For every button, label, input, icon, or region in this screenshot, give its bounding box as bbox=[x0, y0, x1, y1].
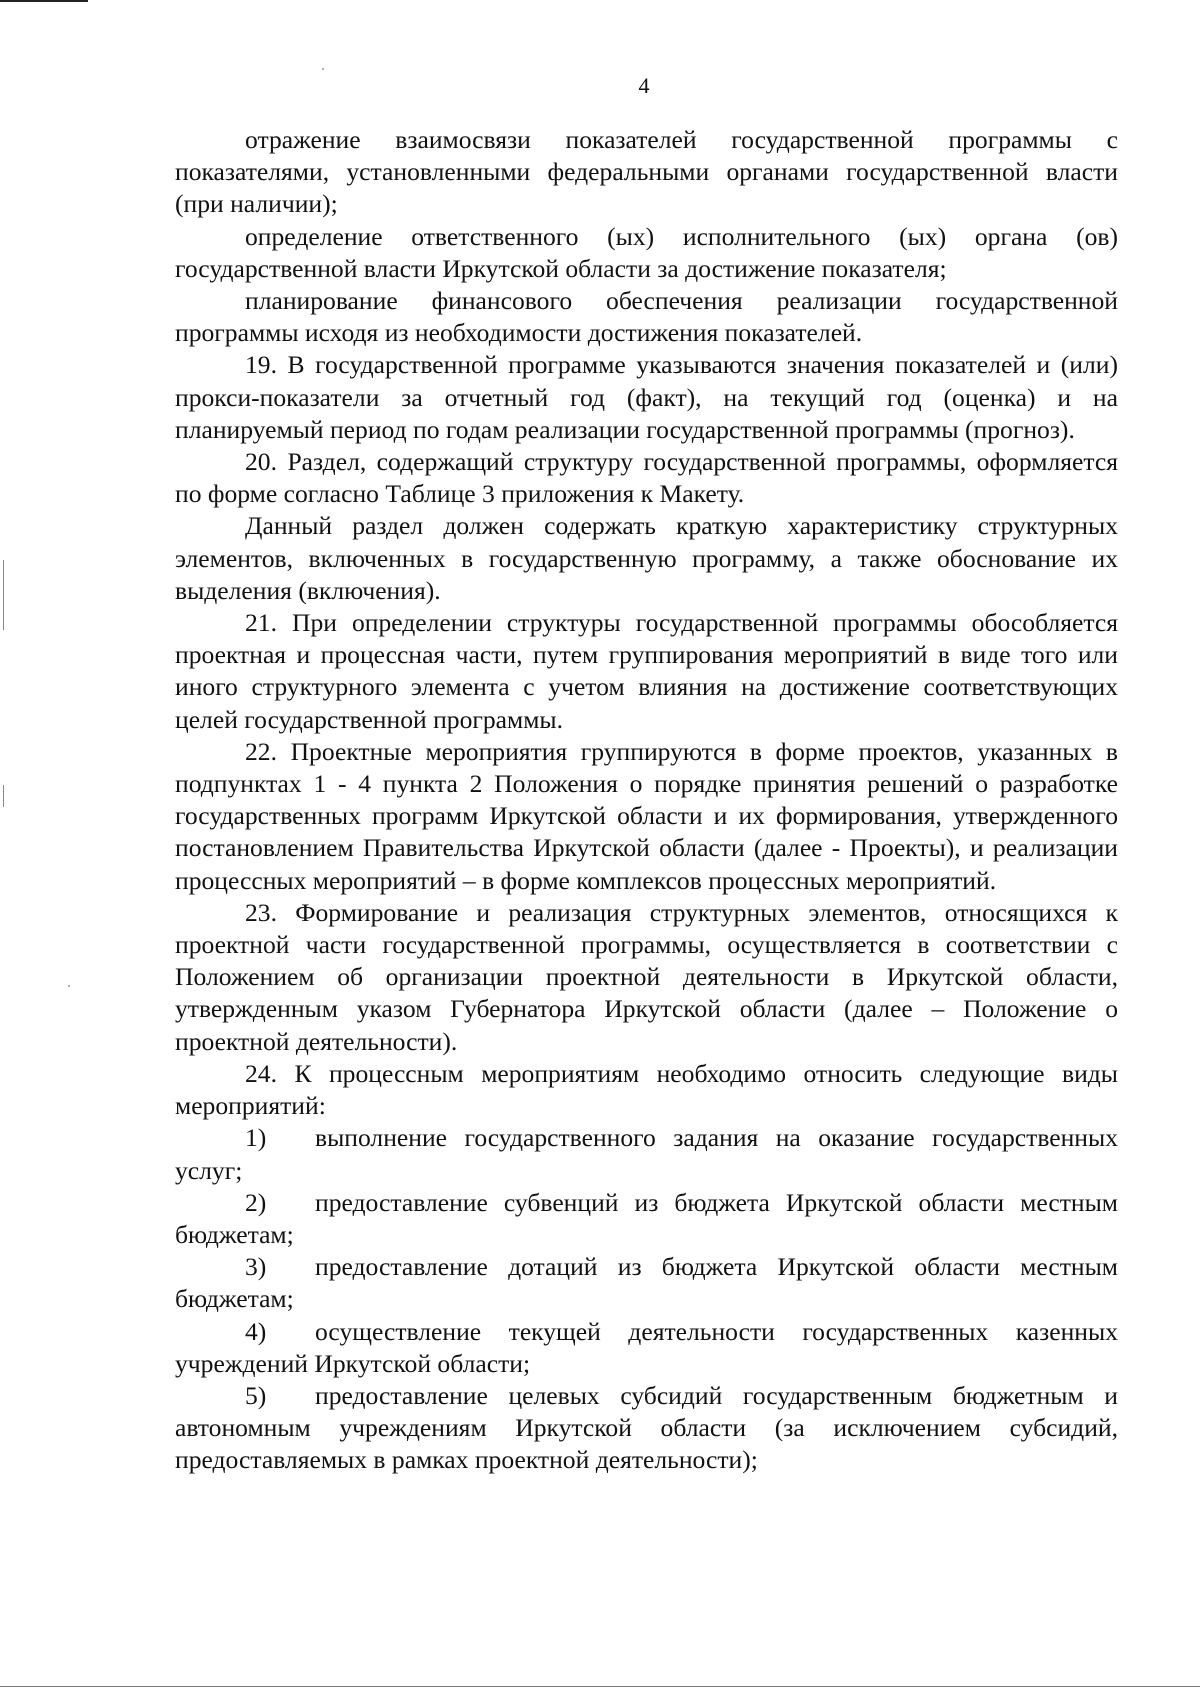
paragraph: планирование финансового обеспечения реализации государственной программы исходя из необходимости достижения показателей. bbox=[175, 286, 1118, 348]
list-item-text: предоставление целевых субсидий государственным бюджетным и автономным учреждениям Иркутской области (за исключением субсидий, предоставляемых в рамках проектной деятельности); bbox=[175, 1380, 1118, 1475]
scan-edge-mark bbox=[0, 0, 88, 2]
list-item bbox=[175, 1251, 1118, 1315]
paragraph: 21. При определении структуры государственной программы обособляется проектная и процессная части, путем группирования мероприятий в виде того или иного структурного элемента с учетом влияния на достижение соответствующих целей государственной программы. bbox=[175, 608, 1118, 734]
list-item-text: выполнение государственного задания на оказание государственных услуг; bbox=[175, 1123, 1118, 1185]
paragraph: отражение взаимосвязи показателей государственной программы с показателями, установленными федеральными органами государственной власти (при наличии); bbox=[175, 125, 1118, 219]
list-item-number: 5) bbox=[245, 1380, 267, 1410]
paragraph: 19. В государственной программе указываются значения показателей и (или) прокси-показатели за отчетный год (факт), на текущий год (оценка) и на планируемый период по годам реализации государственной программы (прогноз). bbox=[175, 350, 1118, 444]
list-item bbox=[175, 1380, 1118, 1477]
list-item-text: предоставление дотаций из бюджета Иркутской области местным бюджетам; bbox=[175, 1252, 1118, 1314]
document-body bbox=[175, 124, 1118, 1477]
scan-edge-mark bbox=[0, 1686, 1200, 1687]
list-item-number: 2) bbox=[245, 1187, 267, 1217]
scan-speck bbox=[68, 985, 70, 987]
list-item bbox=[175, 1187, 1118, 1251]
paragraph: 24. К процессным мероприятиям необходимо относить следующие виды мероприятий: bbox=[175, 1058, 1118, 1121]
list-item bbox=[175, 1316, 1118, 1380]
list-item-text: предоставление субвенций из бюджета Иркутской области местным бюджетам; bbox=[175, 1187, 1118, 1249]
list-item-number: 3) bbox=[245, 1252, 267, 1282]
list-item-number: 4) bbox=[245, 1316, 267, 1346]
scan-edge-mark bbox=[3, 560, 4, 630]
paragraph: Данный раздел должен содержать краткую характеристику структурных элементов, включенных в государственную программу, а также обоснование их выделения (включения). bbox=[175, 511, 1118, 605]
list-item bbox=[175, 1122, 1118, 1186]
list-item-text: осуществление текущей деятельности государственных казенных учреждений Иркутской области; bbox=[175, 1316, 1118, 1378]
paragraph: 20. Раздел, содержащий структуру государственной программы, оформляется по форме согласно Таблице 3 приложения к Макету. bbox=[175, 447, 1118, 509]
list-item-number: 1) bbox=[245, 1123, 267, 1153]
paragraph: определение ответственного (ых) исполнительного (ых) органа (ов) государственной власти Иркутской области за достижение показателя; bbox=[175, 221, 1118, 283]
scan-edge-mark bbox=[3, 785, 4, 807]
paragraph: 23. Формирование и реализация структурных элементов, относящихся к проектной части государственной программы, осуществляется в соответствии с Положением об организации проектной деятельности в Иркутской области, утвержденным указом Губернатора Иркутской области (далее – Положение о проектной деятельности). bbox=[175, 897, 1118, 1056]
paragraph: 22. Проектные мероприятия группируются в форме проектов, указанных в подпунктах 1 - 4 пункта 2 Положения о порядке принятия решений о разработке государственных программ Иркутской области и их формирования, утвержденного постановлением Правительства Иркутской области (далее - Проекты), и реализации процессных мероприятий – в форме комплексов процессных мероприятий. bbox=[175, 736, 1118, 895]
scan-speck bbox=[322, 68, 324, 70]
page-number: 4 bbox=[638, 73, 650, 98]
